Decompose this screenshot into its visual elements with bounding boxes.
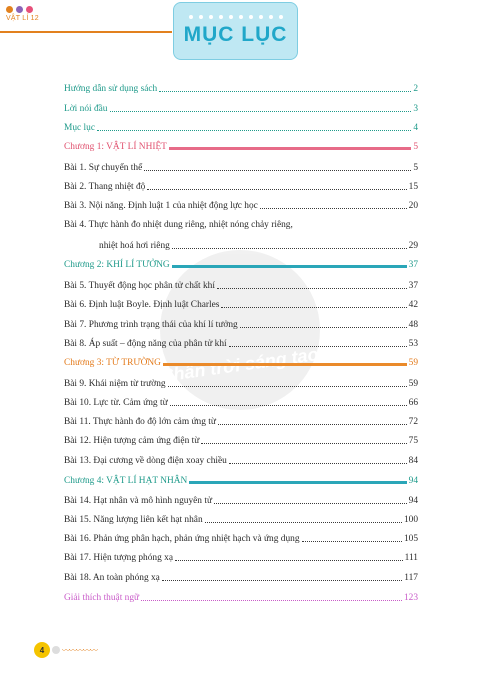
toc-entry-title: Chương 1: VẬT LÍ NHIỆT bbox=[64, 142, 167, 152]
toc-entry-title: Bài 14. Hạt nhân và mô hình nguyên tử bbox=[64, 496, 213, 506]
toc-entry bbox=[64, 239, 418, 253]
toc-page-number: 84 bbox=[408, 456, 418, 466]
toc-entry bbox=[64, 454, 418, 468]
toc-page-number: 37 bbox=[408, 260, 418, 270]
toc-entry-title: Lời nói đầu bbox=[64, 104, 108, 114]
toc-page-number: 53 bbox=[408, 339, 418, 349]
subject-tag bbox=[6, 6, 66, 22]
toc-leader bbox=[240, 318, 407, 328]
toc-page-number: 2 bbox=[413, 84, 418, 94]
toc-page-number: 4 bbox=[413, 123, 418, 133]
toc-leader bbox=[159, 82, 411, 92]
toc-entry-title: Bài 6. Định luật Boyle. Định luật Charles bbox=[64, 300, 220, 310]
toc-entry bbox=[64, 551, 418, 565]
toc-leader bbox=[302, 532, 402, 542]
toc-entry-title: Bài 12. Hiện tượng cảm ứng điện từ bbox=[64, 436, 200, 446]
toc-page-number: 75 bbox=[408, 436, 418, 446]
watermark-text: Chân trời sáng tạo bbox=[159, 343, 321, 386]
toc-page-number: 72 bbox=[408, 417, 418, 427]
toc-page-number: 117 bbox=[404, 573, 418, 583]
chapter-entry bbox=[64, 356, 418, 370]
toc-entry bbox=[64, 532, 418, 546]
toc-leader bbox=[172, 239, 407, 249]
toc-entry bbox=[64, 494, 418, 508]
toc-entry-title: Chương 4: VẬT LÍ HẠT NHÂN bbox=[64, 476, 188, 486]
bulb-icon bbox=[52, 646, 60, 654]
toc-leader bbox=[260, 199, 407, 209]
toc-page-number: 94 bbox=[408, 496, 418, 506]
toc-entry bbox=[64, 82, 418, 96]
toc-entry bbox=[64, 377, 418, 391]
toc-leader bbox=[175, 551, 403, 561]
toc-page-number: 123 bbox=[403, 593, 418, 603]
toc-entry bbox=[64, 415, 418, 429]
dot-purple bbox=[16, 6, 23, 13]
toc-entry-title: Bài 1. Sự chuyển thể bbox=[64, 163, 143, 173]
dot-pink bbox=[26, 6, 33, 13]
toc-page-number: 66 bbox=[408, 398, 418, 408]
wave-icon: 〰〰〰〰〰 bbox=[62, 645, 97, 655]
toc-leader bbox=[218, 415, 407, 425]
toc-entry bbox=[64, 121, 418, 135]
toc-leader bbox=[170, 396, 407, 406]
toc-leader bbox=[144, 161, 411, 171]
toc-entry-title: Bài 13. Đại cương về dòng điện xoay chiều bbox=[64, 456, 227, 466]
toc-page-number: 20 bbox=[408, 201, 418, 211]
toc-leader bbox=[168, 377, 407, 387]
toc-page-number: 105 bbox=[403, 534, 418, 544]
toc-entry-title: Bài 17. Hiện tượng phóng xạ bbox=[64, 553, 173, 563]
toc-leader bbox=[163, 356, 407, 366]
chapter-entry bbox=[64, 258, 418, 272]
title-banner bbox=[173, 2, 298, 60]
toc-entry-title: Chương 2: KHÍ LÍ TƯỞNG bbox=[64, 260, 170, 270]
toc-leader bbox=[141, 591, 402, 601]
toc-page-number: 59 bbox=[408, 379, 418, 389]
toc-leader bbox=[229, 337, 407, 347]
toc-entry-title: Bài 9. Khái niệm từ trường bbox=[64, 379, 166, 389]
toc-page-number: 59 bbox=[408, 358, 418, 368]
chapter-entry bbox=[64, 474, 418, 488]
toc-entry-title: Bài 2. Thang nhiệt độ bbox=[64, 182, 146, 192]
toc-entry bbox=[64, 298, 418, 312]
toc-entry-title: Bài 4. Thực hành đo nhiệt dung riêng, nhiệt nóng chảy riêng, bbox=[64, 220, 293, 230]
toc-entry-title: Bài 5. Thuyết động học phân tử chất khí bbox=[64, 281, 215, 291]
toc-entry-title: Bài 11. Thực hành đo độ lớn cảm ứng từ bbox=[64, 417, 216, 427]
toc-entry-title: Hướng dẫn sử dụng sách bbox=[64, 84, 158, 94]
page-footer bbox=[34, 642, 97, 658]
toc-entry bbox=[64, 337, 418, 351]
toc-entry-title: nhiệt hoá hơi riêng bbox=[99, 241, 170, 251]
toc-entry bbox=[64, 279, 418, 293]
toc-page-number: 3 bbox=[413, 104, 418, 114]
toc-entry-title: Bài 15. Năng lượng liên kết hạt nhân bbox=[64, 515, 203, 525]
chapter-entry bbox=[64, 140, 418, 154]
toc-leader bbox=[147, 180, 406, 190]
toc-entry-title: Mục lục bbox=[64, 123, 95, 133]
toc-page-number: 5 bbox=[413, 142, 418, 152]
toc-leader bbox=[217, 279, 407, 289]
toc-leader bbox=[110, 102, 412, 112]
toc-entry bbox=[64, 161, 418, 175]
toc-leader bbox=[162, 571, 402, 581]
header-divider bbox=[0, 31, 172, 33]
page-title: MỤC LỤC bbox=[183, 23, 288, 46]
toc-entry bbox=[64, 318, 418, 332]
toc-entry bbox=[64, 218, 418, 232]
toc-entry-title: Giải thích thuật ngữ bbox=[64, 593, 140, 603]
toc-leader bbox=[97, 121, 411, 131]
toc-leader bbox=[172, 258, 407, 268]
toc-page-number: 5 bbox=[413, 163, 418, 173]
toc-entry bbox=[64, 199, 418, 213]
toc-entry-title: Bài 18. An toàn phóng xạ bbox=[64, 573, 160, 583]
toc-entry-title: Bài 7. Phương trình trạng thái của khí lí tưởng bbox=[64, 320, 238, 330]
toc-page-number: 42 bbox=[408, 300, 418, 310]
toc-entry bbox=[64, 513, 418, 527]
toc-entry bbox=[64, 434, 418, 448]
toc-leader bbox=[229, 454, 407, 464]
toc-page-number: 15 bbox=[408, 182, 418, 192]
toc-entry-title: Bài 10. Lực từ. Cảm ứng từ bbox=[64, 398, 168, 408]
toc-page-number: 94 bbox=[408, 476, 418, 486]
toc-entry bbox=[64, 396, 418, 410]
subject-label: VẬT LÍ 12 bbox=[6, 15, 39, 22]
toc-entry bbox=[64, 102, 418, 116]
toc-leader bbox=[221, 298, 406, 308]
toc-leader bbox=[201, 434, 406, 444]
banner-dots bbox=[189, 15, 283, 19]
toc-leader bbox=[169, 140, 411, 150]
toc-entry-title: Chương 3: TỪ TRƯỜNG bbox=[64, 358, 161, 368]
toc-entry-title: Bài 16. Phản ứng phân hạch, phản ứng nhiệt hạch và ứng dụng bbox=[64, 534, 300, 544]
toc-page-number: 37 bbox=[408, 281, 418, 291]
toc-page-number: 111 bbox=[404, 553, 418, 563]
toc-entry-title: Bài 3. Nội năng. Định luật 1 của nhiệt động lực học bbox=[64, 201, 258, 211]
dot-orange bbox=[6, 6, 13, 13]
toc-entry-title: Bài 8. Áp suất – động năng của phân tử khí bbox=[64, 339, 227, 349]
toc-page-number: 29 bbox=[408, 241, 418, 251]
header-dots bbox=[6, 6, 66, 13]
toc-leader bbox=[214, 494, 407, 504]
toc-entry bbox=[64, 571, 418, 585]
toc-page-number: 48 bbox=[408, 320, 418, 330]
toc-page-number: 100 bbox=[403, 515, 418, 525]
page-number: 4 bbox=[34, 642, 50, 658]
toc-leader bbox=[205, 513, 402, 523]
toc-entry bbox=[64, 591, 418, 605]
toc-entry bbox=[64, 180, 418, 194]
toc-leader bbox=[189, 474, 406, 484]
